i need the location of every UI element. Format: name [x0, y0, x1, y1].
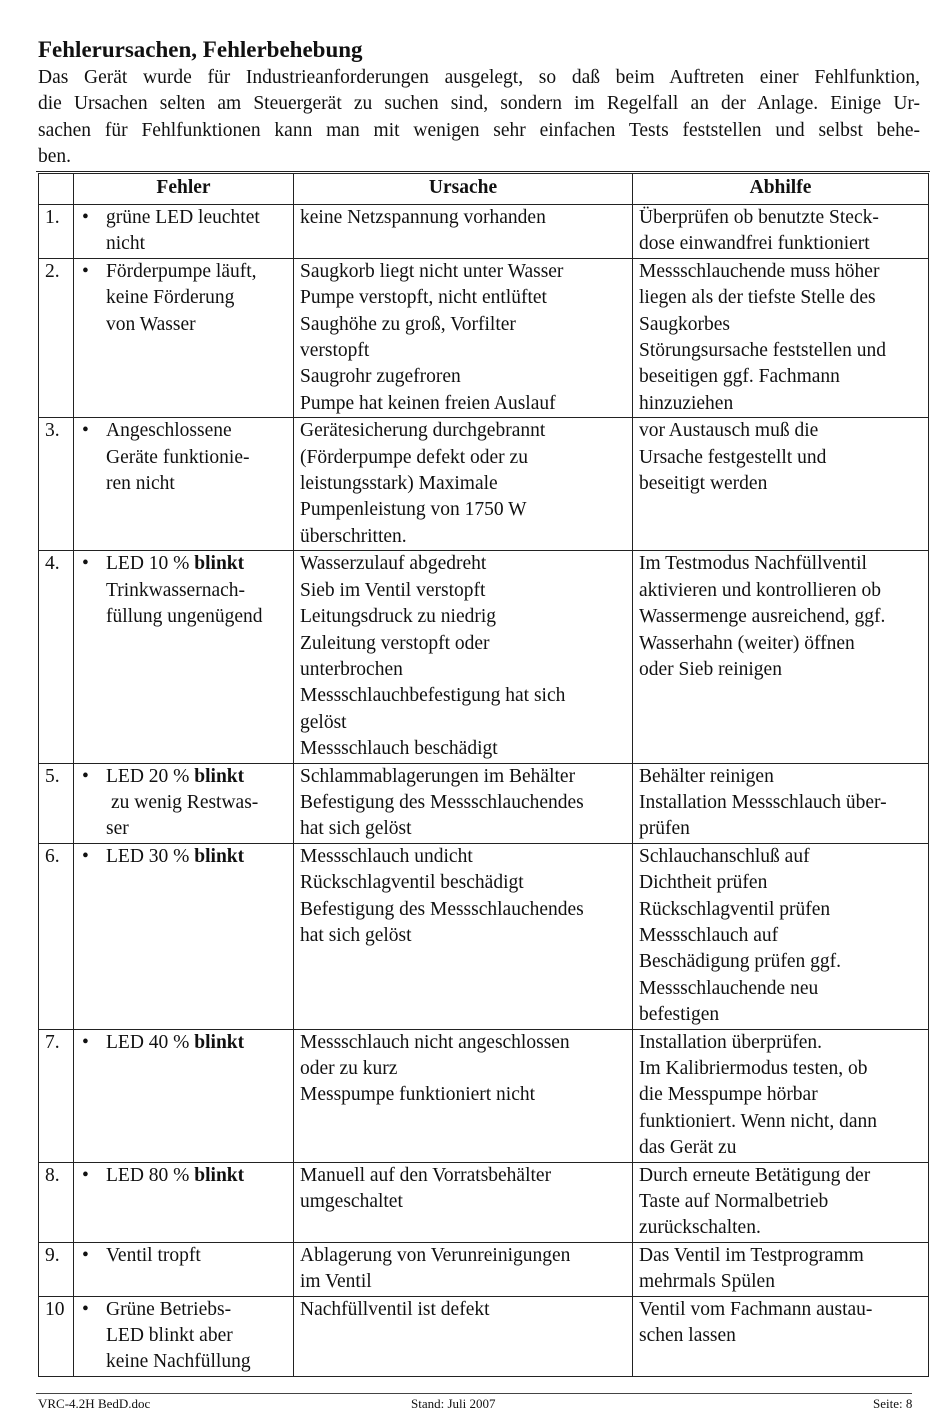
abhilfe-line: Wassermenge ausreichend, ggf.: [639, 606, 886, 628]
fehler-line: Grüne Betriebs-: [106, 1298, 232, 1320]
ursache-line: Pumpe hat keinen freien Auslauf: [300, 392, 556, 414]
ursache-line: Messschlauch nicht angeschlossen: [300, 1031, 570, 1053]
row-number: 8.: [39, 1162, 74, 1242]
abhilfe-cell: [633, 763, 929, 843]
fehler-line: [106, 1030, 287, 1056]
abhilfe-line: beseitigen ggf. Fachmann: [639, 366, 840, 388]
fehler-cell: [74, 551, 294, 763]
table-row: [39, 763, 929, 843]
abhilfe-line: Ursache festgestellt und: [639, 446, 827, 468]
ursache-line: Saugrohr zugefroren: [300, 366, 461, 388]
troubleshooting-table: [38, 173, 929, 1377]
ursache-cell: [294, 843, 633, 1029]
row-number: 6.: [39, 843, 74, 1029]
abhilfe-cell: [633, 1029, 929, 1162]
bullet-icon: •: [82, 765, 89, 787]
fehler-text: LED 20 %: [106, 765, 190, 787]
fehler-cell: [74, 763, 294, 843]
table-row: [39, 1162, 929, 1242]
fehler-cell: [74, 418, 294, 551]
blink-label: blinkt: [194, 1031, 245, 1053]
abhilfe-cell: [633, 1242, 929, 1296]
intro-line: sachen für Fehlfunktionen kann man mit wenigen sehr einfachen Tests feststellen und selbst behe-: [38, 119, 920, 141]
ursache-cell: [294, 1296, 633, 1376]
ursache-cell: [294, 551, 633, 763]
intro-line: die Ursachen selten am Steuergerät zu suchen sind, sondern im Regelfall an der Anlage. Einige Ur-: [38, 93, 920, 115]
abhilfe-line: zurückschalten.: [639, 1217, 761, 1239]
abhilfe-line: Wasserhahn (weiter) öffnen: [639, 632, 855, 654]
row-number: 1.: [39, 205, 74, 259]
abhilfe-line: Störungsursache feststellen und: [639, 340, 886, 362]
fehler-line: Förderpumpe läuft,: [106, 260, 257, 282]
abhilfe-cell: [633, 205, 929, 259]
fehler-line: von Wasser: [106, 313, 196, 335]
ursache-line: oder zu kurz: [300, 1058, 398, 1079]
fehler-line: Geräte funktionie-: [106, 446, 250, 468]
ursache-line: Messschlauchbefestigung hat sich: [300, 685, 566, 707]
abhilfe-line: Installation überprüfen.: [639, 1031, 823, 1053]
ursache-line: keine Netzspannung vorhanden: [300, 207, 546, 228]
abhilfe-line: funktioniert. Wenn nicht, dann: [639, 1110, 877, 1132]
bullet-icon: •: [82, 1164, 89, 1186]
ursache-line: hat sich gelöst: [300, 924, 412, 946]
table-row: [39, 551, 929, 763]
abhilfe-line: Taste auf Normalbetrieb: [639, 1191, 829, 1213]
fehler-line: LED blinkt aber: [106, 1325, 233, 1347]
table-header-row: [39, 174, 929, 205]
ursache-line: Rückschlagventil beschädigt: [300, 872, 524, 894]
fehler-cell: [74, 1162, 294, 1242]
fehler-line: zu wenig Restwas-: [111, 791, 259, 813]
header-fehler: Fehler: [74, 174, 294, 205]
abhilfe-line: Im Kalibriermodus testen, ob: [639, 1058, 868, 1079]
fehler-line: keine Förderung: [106, 287, 235, 309]
fehler-line: [106, 1163, 287, 1189]
ursache-cell: [294, 1029, 633, 1162]
fehler-cell: [74, 205, 294, 259]
fehler-line: [106, 844, 287, 870]
table-row: [39, 1029, 929, 1162]
ursache-line: Pumpe verstopft, nicht entlüftet: [300, 287, 547, 309]
abhilfe-line: beseitigt werden: [639, 473, 768, 495]
row-number: 9.: [39, 1242, 74, 1296]
abhilfe-line: Messschlauchende muss höher: [639, 260, 880, 282]
bullet-icon: •: [82, 1298, 89, 1320]
table-row: [39, 258, 929, 417]
footer-rule: [36, 1393, 912, 1394]
abhilfe-cell: [633, 258, 929, 417]
blink-label: blinkt: [194, 765, 245, 787]
ursache-line: Gerätesicherung durchgebrannt: [300, 420, 546, 442]
ursache-line: Messschlauch undicht: [300, 845, 473, 867]
fehler-line: Ventil tropft: [106, 1244, 201, 1266]
abhilfe-cell: [633, 843, 929, 1029]
abhilfe-line: Schlauchanschluß auf: [639, 845, 810, 867]
abhilfe-line: die Messpumpe hörbar: [639, 1084, 818, 1106]
abhilfe-line: Beschädigung prüfen ggf.: [639, 951, 841, 973]
row-number: 5.: [39, 763, 74, 843]
ursache-line: Sieb im Ventil verstopft: [300, 579, 486, 601]
abhilfe-line: vor Austausch muß die: [639, 420, 819, 442]
table-row: [39, 205, 929, 259]
ursache-line: Zuleitung verstopft oder: [300, 632, 490, 654]
row-number: 2.: [39, 258, 74, 417]
row-number: 4.: [39, 551, 74, 763]
abhilfe-line: befestigen: [639, 1004, 720, 1026]
abhilfe-line: oder Sieb reinigen: [639, 658, 782, 680]
ursache-cell: [294, 1242, 633, 1296]
ursache-line: umgeschaltet: [300, 1191, 403, 1213]
fehler-line: ser: [106, 818, 129, 840]
blink-label: blinkt: [194, 1164, 245, 1186]
abhilfe-line: Im Testmodus Nachfüllventil: [639, 553, 867, 575]
fehler-text: LED 80 %: [106, 1164, 190, 1186]
ursache-line: Manuell auf den Vorratsbehälter: [300, 1164, 552, 1186]
abhilfe-line: Messschlauch auf: [639, 924, 779, 946]
top-rule: [36, 171, 930, 172]
fehler-line: Angeschlossene: [106, 420, 232, 442]
abhilfe-cell: [633, 1162, 929, 1242]
ursache-line: Messpumpe funktioniert nicht: [300, 1084, 536, 1106]
abhilfe-line: schen lassen: [639, 1325, 736, 1347]
blink-label: blinkt: [194, 553, 245, 575]
fehler-cell: [74, 1242, 294, 1296]
bullet-icon: •: [82, 207, 89, 228]
abhilfe-cell: [633, 1296, 929, 1376]
ursache-line: (Förderpumpe defekt oder zu: [300, 446, 528, 468]
fehler-cell: [74, 1029, 294, 1162]
ursache-line: im Ventil: [300, 1271, 372, 1293]
abhilfe-line: aktivieren und kontrollieren ob: [639, 579, 882, 601]
fehler-text: LED 40 %: [106, 1031, 190, 1053]
ursache-line: Pumpenleistung von 1750 W: [300, 499, 527, 521]
abhilfe-line: Rückschlagventil prüfen: [639, 898, 831, 920]
page-title: Fehlerursachen, Fehlerbehebung: [38, 37, 363, 62]
ursache-line: Leitungsdruck zu niedrig: [300, 606, 497, 628]
abhilfe-line: Durch erneute Betätigung der: [639, 1164, 871, 1186]
abhilfe-line: Saugkorbes: [639, 313, 730, 335]
row-number: 10: [39, 1296, 74, 1376]
ursache-line: Nachfüllventil ist defekt: [300, 1298, 490, 1320]
bullet-icon: •: [82, 420, 89, 442]
abhilfe-line: dose einwandfrei funktioniert: [639, 233, 870, 255]
fehler-line: füllung ungenügend: [106, 606, 263, 628]
ursache-line: Wasserzulauf abgedreht: [300, 553, 487, 575]
header-ursache: Ursache: [294, 174, 633, 205]
ursache-cell: [294, 1162, 633, 1242]
ursache-line: Saughöhe zu groß, Vorfilter: [300, 313, 516, 335]
abhilfe-line: Das Ventil im Testprogramm: [639, 1244, 864, 1266]
abhilfe-line: Behälter reinigen: [639, 765, 774, 787]
fehler-line: [106, 551, 287, 577]
abhilfe-line: hinzuziehen: [639, 392, 734, 414]
fehler-line: grüne LED leuchtet: [106, 207, 260, 228]
ursache-cell: [294, 205, 633, 259]
ursache-cell: [294, 763, 633, 843]
bullet-icon: •: [82, 1031, 89, 1053]
ursache-line: Saugkorb liegt nicht unter Wasser: [300, 260, 564, 282]
intro-paragraph: [38, 65, 920, 171]
footer-date: Stand: Juli 2007: [411, 1396, 496, 1411]
bullet-icon: •: [82, 845, 89, 867]
intro-line: Das Gerät wurde für Industrieanforderungen ausgelegt, so daß beim Auftreten einer Fehlfunktion,: [38, 67, 920, 88]
table-row: [39, 418, 929, 551]
ursache-cell: [294, 258, 633, 417]
intro-line: ben.: [38, 146, 72, 168]
abhilfe-line: prüfen: [639, 818, 690, 840]
fehler-text: LED 30 %: [106, 845, 190, 867]
bullet-icon: •: [82, 553, 89, 575]
abhilfe-cell: [633, 551, 929, 763]
abhilfe-line: mehrmals Spülen: [639, 1271, 775, 1293]
abhilfe-cell: [633, 418, 929, 551]
header-abhilfe: Abhilfe: [633, 174, 929, 205]
fehler-cell: [74, 258, 294, 417]
table-row: [39, 1296, 929, 1376]
ursache-line: überschritten.: [300, 525, 407, 547]
abhilfe-line: Überprüfen ob benutzte Steck-: [639, 207, 879, 228]
abhilfe-line: Dichtheit prüfen: [639, 872, 768, 894]
bullet-icon: •: [82, 260, 89, 282]
ursache-line: Befestigung des Messschlauchendes: [300, 898, 584, 920]
ursache-line: verstopft: [300, 340, 370, 362]
ursache-line: Schlammablagerungen im Behälter: [300, 765, 576, 787]
fehler-line: nicht: [106, 233, 145, 255]
ursache-line: Befestigung des Messschlauchendes: [300, 791, 584, 813]
ursache-cell: [294, 418, 633, 551]
abhilfe-line: liegen als der tiefste Stelle des: [639, 287, 876, 309]
table-row: [39, 843, 929, 1029]
blink-label: blinkt: [194, 845, 245, 867]
ursache-line: gelöst: [300, 711, 347, 733]
table-row: [39, 1242, 929, 1296]
ursache-line: Messschlauch beschädigt: [300, 738, 498, 760]
row-number: 7.: [39, 1029, 74, 1162]
fehler-line: ren nicht: [106, 473, 175, 495]
fehler-cell: [74, 1296, 294, 1376]
ursache-line: Ablagerung von Verunreinigungen: [300, 1244, 571, 1266]
fehler-line: Trinkwassernach-: [106, 579, 246, 601]
header-num: [39, 174, 74, 205]
ursache-line: hat sich gelöst: [300, 818, 412, 840]
fehler-text: LED 10 %: [106, 553, 190, 575]
bullet-icon: •: [82, 1244, 89, 1266]
fehler-cell: [74, 843, 294, 1029]
footer-filename: VRC-4.2H BedD.doc: [38, 1396, 151, 1411]
abhilfe-line: das Gerät zu: [639, 1137, 737, 1159]
abhilfe-line: Ventil vom Fachmann austau-: [639, 1298, 873, 1320]
fehler-line: keine Nachfüllung: [106, 1351, 251, 1373]
abhilfe-line: Messschlauchende neu: [639, 977, 819, 999]
ursache-line: leistungsstark) Maximale: [300, 473, 498, 495]
abhilfe-line: Installation Messschlauch über-: [639, 791, 887, 813]
footer-page-number: Seite: 8: [873, 1396, 913, 1411]
ursache-line: unterbrochen: [300, 658, 403, 680]
fehler-line: [106, 764, 287, 790]
row-number: 3.: [39, 418, 74, 551]
